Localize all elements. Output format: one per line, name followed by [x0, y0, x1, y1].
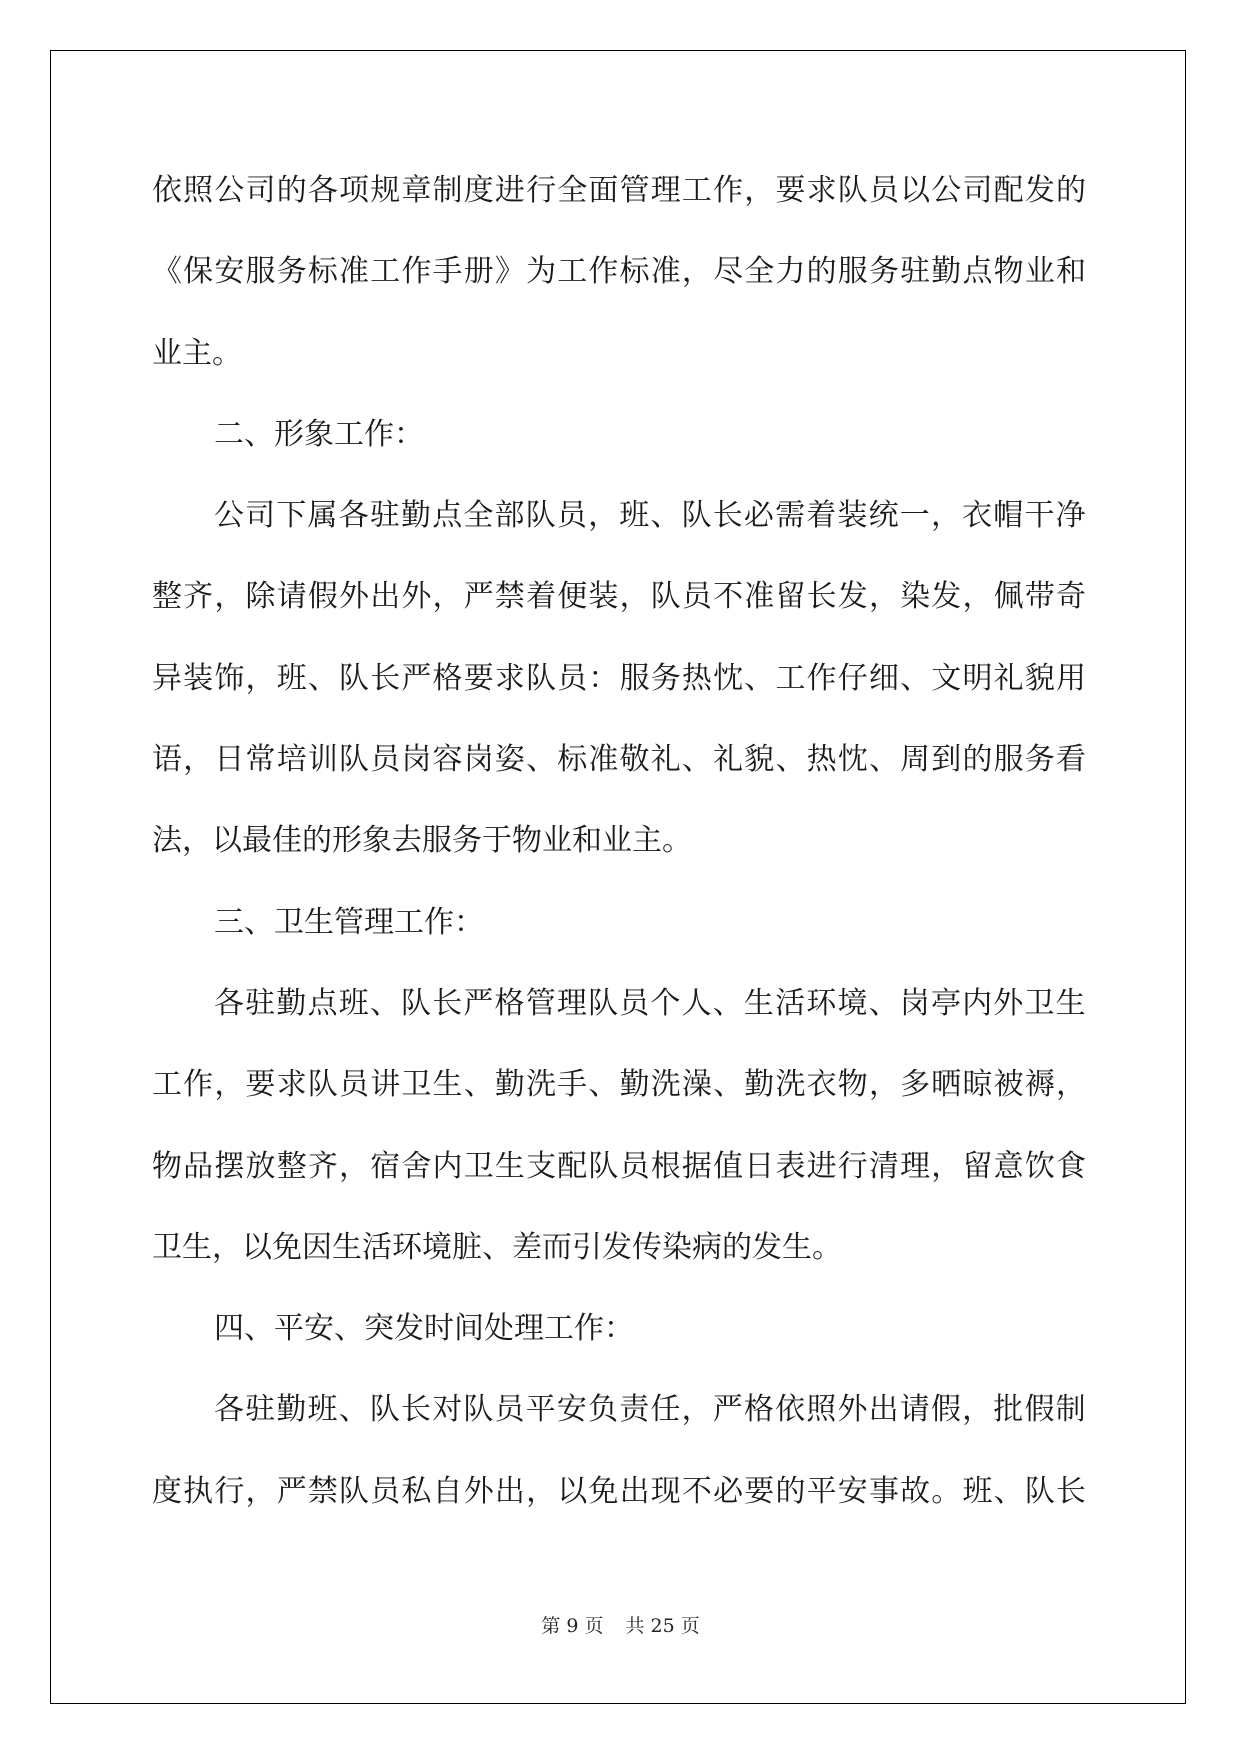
text-line: 三、卫生管理工作： [214, 904, 484, 940]
text-line: 整 齐 ， 除 请 假 外 出 外 ， 严 禁 着 便 装 ， 队 员 不 准 留 长 发 ， 染 发 ， 佩 带 奇 [152, 579, 1086, 615]
document-body [152, 165, 1086, 1547]
text-line: 各 驻 勤 班 、 队 长 对 队 员 平 安 负 责 任 ， 严 格 依 照 外 出 请 假 ， 批 假 制 [214, 1392, 1086, 1428]
text-line: 度 执 行 ， 严 禁 队 员 私 自 外 出 ， 以 免 出 现 不 必 要 的 平 安 事 故 。 班 、 队 长 [152, 1473, 1086, 1509]
text-line: 物 品 摆 放 整 齐 ， 宿 舍 内 卫 生 支 配 队 员 根 据 值 日 表 进 行 清 理 ， 留 意 饮 食 [152, 1148, 1086, 1184]
text-line: 依 照 公 司 的 各 项 规 章 制 度 进 行 全 面 管 理 工 作 ， 要 求 队 员 以 公 司 配 发 的 [152, 173, 1086, 208]
text-line: 《 保 安 服 务 标 准 工 作 手 册 》 为 工 作 标 准 ， 尽 全 力 的 服 务 驻 勤 点 物 业 和 [152, 254, 1086, 290]
text-line: 业主。 [152, 335, 242, 371]
text-line: 各 驻 勤 点 班 、 队 长 严 格 管 理 队 员 个 人 、 生 活 环 境 、 岗 亭 内 外 卫 生 [214, 985, 1086, 1021]
current-page-number: 第 9 页 [541, 1615, 604, 1637]
text-line: 公 司 下 属 各 驻 勤 点 全 部 队 员 ， 班 、 队 长 必 需 着 装 统 一 ， 衣 帽 干 净 [214, 498, 1086, 534]
text-line: 异 装 饰 ， 班 、 队 长 严 格 要 求 队 员 ： 服 务 热 忱 、 工 作 仔 细 、 文 明 礼 貌 用 [152, 660, 1086, 696]
text-line: 卫生，以免因生活环境脏、差而引发传染病的发生。 [152, 1229, 842, 1265]
text-line: 工 作 ， 要 求 队 员 讲 卫 生 、 勤 洗 手 、 勤 洗 澡 、 勤 洗 衣 物 ， 多 晒 晾 被 褥 ， [152, 1067, 1086, 1103]
text-line: 法，以最佳的形象去服务于物业和业主。 [152, 823, 692, 859]
text-line: 二、形象工作： [214, 416, 424, 452]
text-line: 语 ， 日 常 培 训 队 员 岗 容 岗 姿 、 标 准 敬 礼 、 礼 貌 、 热 忱 、 周 到 的 服 务 看 [152, 742, 1086, 778]
text-line: 四、平安、突发时间处理工作： [214, 1311, 634, 1347]
total-page-count: 共 25 页 [625, 1615, 700, 1637]
page-footer [0, 1611, 1241, 1638]
